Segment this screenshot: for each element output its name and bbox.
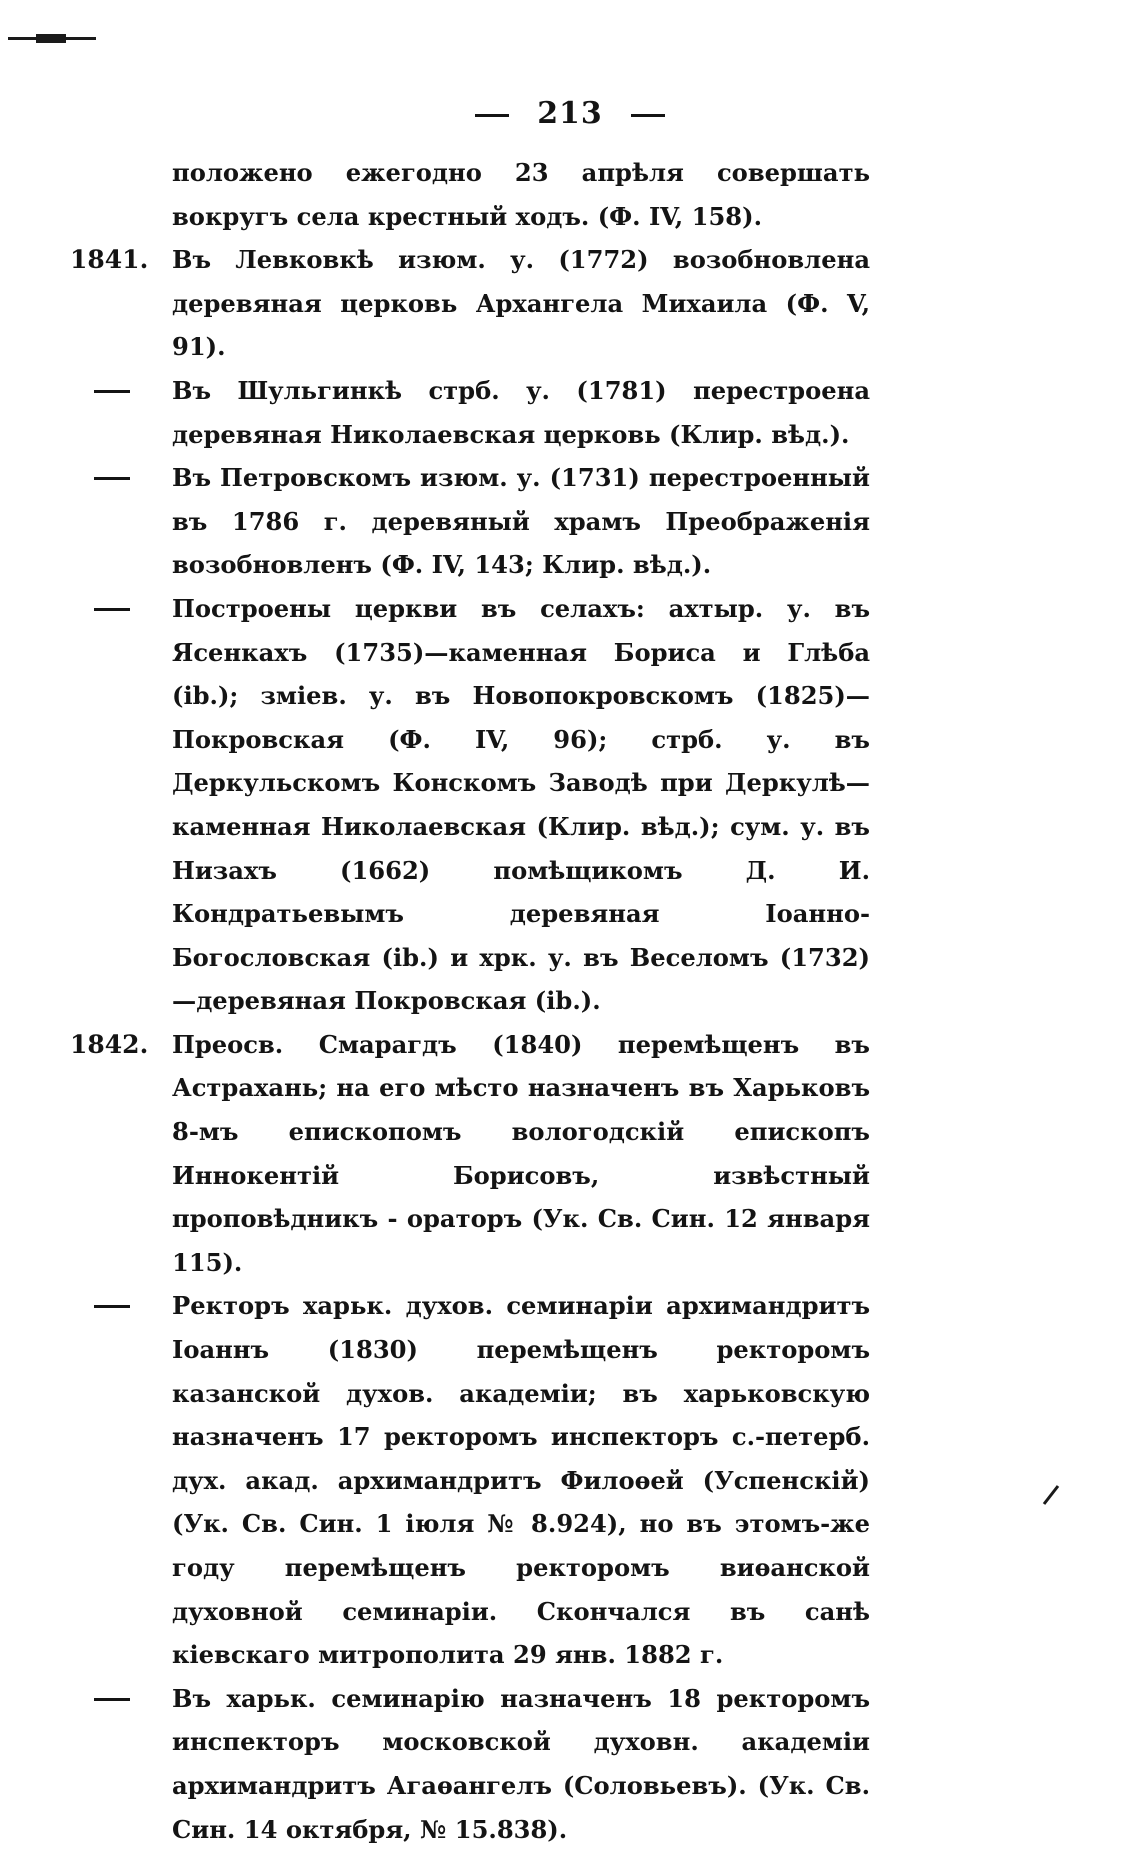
entry-continuation	[0, 151, 1140, 238]
entry-text: положено ежегодно 23 апрѣля совершать вокругъ села крестный ходъ. (Ф. IV, 158).	[172, 158, 870, 231]
entry-rector-ioann	[0, 1284, 1140, 1676]
chronicle-text	[0, 151, 1140, 1851]
entry-dash-marker	[94, 390, 130, 393]
entry-text: Въ харьк. семинарію назначенъ 18 ректоромъ инспекторъ московской духовн. академіи архимандритъ Агаѳангелъ (Соловьевъ). (Ук. Св. Син. 14 октября, № 15.838).	[172, 1683, 870, 1844]
header-dash-right	[631, 114, 665, 117]
entry-text: Ректоръ харьк. духов. семинаріи архимандритъ Іоаннъ (1830) перемѣщенъ ректоромъ казанской духов. академіи; въ харьковскую назначенъ 17 ректоромъ инспекторъ с.-петерб. дух. акад. архимандритъ Филоѳей (Успенскій) (Ук. Св. Син. 1 іюля № 8.924), но въ этомъ-же году перемѣщенъ ректоромъ виѳанской духовной семинаріи. Скончался въ санѣ кіевскаго митрополита 29 янв. 1882 г.	[172, 1291, 870, 1670]
entry-dash-marker	[94, 608, 130, 611]
scan-artifact-tick	[1042, 1482, 1060, 1506]
entry-text: Въ Шульгинкѣ стрб. у. (1781) перестроена деревяная Николаевская церковь (Клир. вѣд.).	[172, 375, 870, 449]
entry-dash-marker	[94, 1698, 130, 1701]
header-dash-left	[475, 114, 509, 117]
entry-1842-smaragd	[0, 1023, 1140, 1285]
entry-dash-marker	[94, 477, 130, 480]
page-number: 213	[537, 96, 603, 131]
entry-text: Въ Петровскомъ изюм. у. (1731) перестроенный въ 1786 г. деревяный храмъ Преображенія возобновленъ (Ф. IV, 143; Клир. вѣд.).	[172, 463, 870, 580]
entry-petrovskoe	[0, 456, 1140, 587]
scan-artifact-mark	[8, 34, 96, 43]
entry-shulginka	[0, 369, 1140, 456]
entry-dash-marker	[94, 1305, 130, 1308]
page-header	[0, 96, 1140, 131]
entry-text: Въ Левковкѣ изюм. у. (1772) возобновлена деревяная церковь Архангела Михаила (Ф. V, 91).	[172, 245, 870, 362]
entry-year: 1841.	[70, 245, 149, 275]
entry-1841-levkovka	[0, 238, 1140, 369]
entry-text: Построены церкви въ селахъ: ахтыр. у. въ Ясенкахъ (1735)—каменная Бориса и Глѣба (ib.); зміев. у. въ Новопокровскомъ (1825)—Покровская (Ф. IV, 96); стрб. у. въ Деркульскомъ Конскомъ Заводѣ при Деркулѣ—каменная Николаевская (Клир. вѣд.); сум. у. въ Низахъ (1662) помѣщикомъ Д. И. Кондратьевымъ деревяная Іоанно-Богословская (ib.) и хрк. у. въ Веселомъ (1732)—деревяная Покровская (ib.).	[172, 593, 870, 1016]
entry-year: 1842.	[70, 1029, 149, 1059]
entry-churches-built	[0, 587, 1140, 1023]
entry-rector-agafangel	[0, 1677, 1140, 1851]
entry-text: Преосв. Смарагдъ (1840) перемѣщенъ въ Астрахань; на его мѣсто назначенъ въ Харьковъ 8-мъ епископомъ вологодскій епископъ Иннокентій Борисовъ, извѣстный проповѣдникъ - ораторъ (Ук. Св. Син. 12 января 115).	[172, 1029, 870, 1277]
